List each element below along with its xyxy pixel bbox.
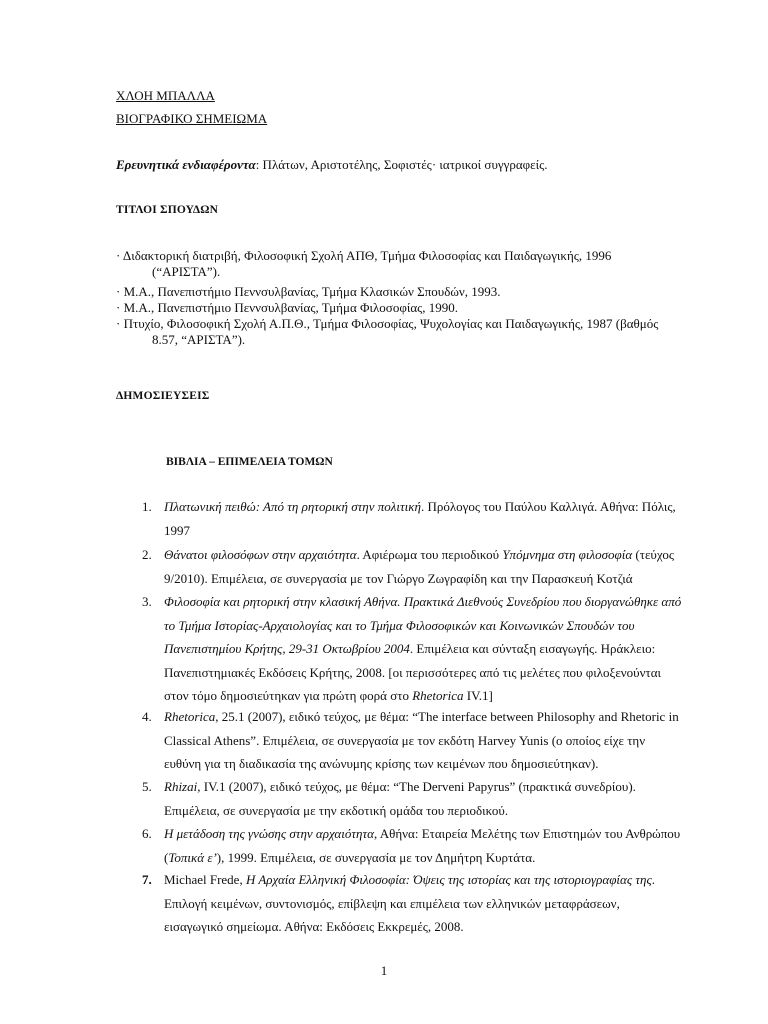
- education-item: · Πτυχίο, Φιλοσοφική Σχολή Α.Π.Θ., Τμήμα Φιλοσοφίας, Ψυχολογίας και Παιδαγωγικής, 1987 (βαθμός 8.57, “ΑΡΙΣΤΑ”).: [116, 316, 659, 347]
- publication-item: 5. Rhizai, IV.1 (2007), ειδικό τεύχος, με θέμα: “The Derveni Papyrus” (πρακτικά συνεδρίου). Επιμέλεια, σε συνεργασία με την εκδοτική ομάδα του περιοδικού.: [142, 779, 636, 818]
- research-interests: [116, 157, 548, 173]
- research-interests-label: Ερευνητικά ενδιαφέροντα: [116, 157, 256, 172]
- document-subtitle: ΒΙΟΓΡΑΦΙΚΟ ΣΗΜΕΙΩΜΑ: [116, 111, 268, 126]
- publication-item: 4. Rhetorica, 25.1 (2007), ειδικό τεύχος, με θέμα: “The interface between Philosophy and Rhetoric in Classical Athens”. Επιμέλεια, σε συνεργασία με τον εκδότη Harvey Yunis (ο οποίος είχε την ευθύνη για τη διαδικασία της ανώνυμης κρίσης των κειμένων που δημοσιεύτηκαν).: [142, 709, 679, 771]
- research-interests-text: : Πλάτων, Αριστοτέλης, Σοφιστές· ιατρικοί συγγραφείς.: [255, 157, 548, 172]
- education-item: · Διδακτορική διατριβή, Φιλοσοφική Σχολή ΑΠΘ, Τμήμα Φιλοσοφίας και Παιδαγωγικής, 1996 (“ΑΡΙΣΤΑ”).: [116, 248, 612, 279]
- education-heading: ΤΙΤΛΟΙ ΣΠΟΥΔΩΝ: [116, 204, 219, 216]
- publication-item: 6. Η μετάδοση της γνώσης στην αρχαιότητα, Αθήνα: Εταιρεία Μελέτης των Επιστημών του Ανθρώπου (Τοπικά ε’), 1999. Επιμέλεια, σε συνεργασία με τον Δημήτρη Κυρτάτα.: [142, 826, 681, 865]
- publication-item: 3. Φιλοσοφία και ρητορική στην κλασική Αθήνα. Πρακτικά Διεθνούς Συνεδρίου που διοργανώθηκε από το Τμήμα Ιστορίας-Αρχαιολογίας και το Τμήμα Φιλοσοφικών και Κοινωνικών Σπουδών του Πανεπιστημίου Κρήτης, 29-31 Οκτωβρίου 2004. Επιμέλεια και σύνταξη εισαγωγής. Ηράκλειο: Πανεπιστημιακές Εκδόσεις Κρήτης, 2008. [οι περισσότερες από τις μελέτες που φιλοξενούνται στον τόμο δημοσιεύτηκαν για πρώτη φορά στο Rhetorica IV.1]: [142, 594, 682, 703]
- publication-item: 7. Michael Frede, Η Αρχαία Ελληνική Φιλοσοφία: Όψεις της ιστορίας και της ιστοριογραφίας της. Επιλογή κειμένων, συντονισμός, επίβλεψη και επιμέλεια των ελληνικών μεταφράσεων, εισαγωγικό σημείωμα. Αθήνα: Εκδόσεις Εκκρεμές, 2008.: [142, 872, 655, 934]
- publication-item: 1. Πλατωνική πειθώ: Από τη ρητορική στην πολιτική. Πρόλογος του Παύλου Καλλιγά. Αθήνα: Πόλις, 1997: [142, 499, 676, 538]
- page-number: 1: [380, 963, 388, 978]
- education-item: · M.A., Πανεπιστήμιο Πεννσυλβανίας, Τμήμα Φιλοσοφίας, 1990.: [116, 300, 459, 315]
- publications-subheading: ΒΙΒΛΙΑ – ΕΠΙΜΕΛΕΙΑ ΤΟΜΩΝ: [166, 456, 333, 468]
- education-item: · M.A., Πανεπιστήμιο Πεννσυλβανίας, Τμήμα Κλασικών Σπουδών, 1993.: [116, 284, 501, 299]
- publication-item: 2. Θάνατοι φιλοσόφων στην αρχαιότητα. Αφιέρωμα του περιοδικού Υπόμνημα στη φιλοσοφία (τεύχος 9/2010). Επιμέλεια, σε συνεργασία με τον Γιώργο Ζωγραφίδη και την Παρασκευή Κοτζιά: [142, 547, 674, 586]
- author-name: ΧΛΟΗ ΜΠΑΛΛΑ: [116, 88, 215, 103]
- publications-heading: ΔΗΜΟΣΙΕΥΣΕΙΣ: [116, 390, 210, 402]
